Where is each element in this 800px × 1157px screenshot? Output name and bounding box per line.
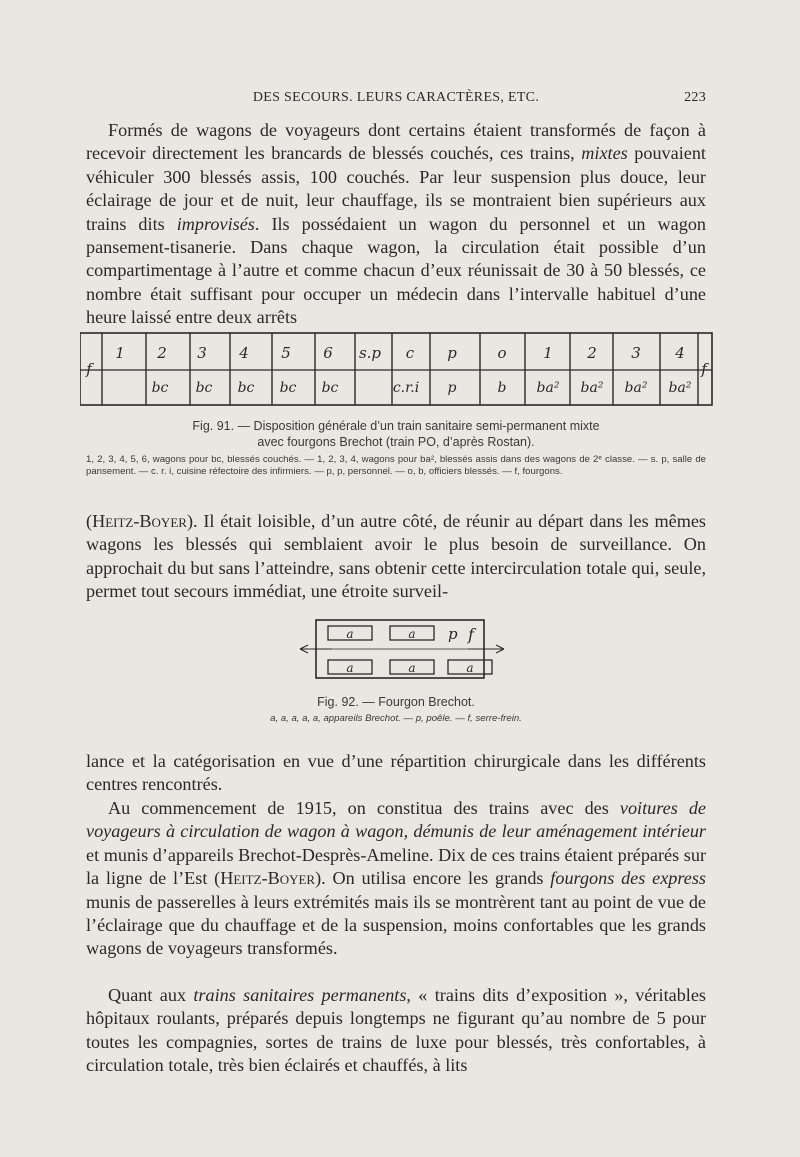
wagon-label: 4 [239,344,249,362]
compartment-label: bc [321,380,339,396]
figure-92-wagon-diagram [298,612,508,687]
stove-label: p [448,625,458,643]
italic-term: trains sanitaires permanents [193,985,407,1005]
stretcher-label: a [408,627,416,641]
author-name: Heitz-Boyer [220,868,316,889]
text-run: ( [86,511,93,531]
wagon-label: s.p [358,344,382,362]
figure-92-legend: a, a, a, a, a, appareils Brechot. — p, poêle. — f, serre-frein. [270,713,522,724]
compartment-label: p [447,380,457,396]
text-run: ). On utilisa encore les grands [315,868,551,889]
stretcher-label: a [466,661,474,675]
stretcher-label: a [346,661,354,675]
italic-term: fourgons des express [550,868,706,889]
text-run: lance et la catégorisation en vue d’une répartition chirurgicale dans les différents centres rencontrés. [86,751,706,795]
text-run: munis de passerelles à leurs extrémités mais ils se montrèrent tant au point de vue de l’éclairage que du chauffage et de la suspension, moins confortables que les grands wagons de voyageurs transformés. [86,891,706,959]
compartment-label: b [497,380,507,396]
wagon-label: 6 [323,344,333,362]
brake-label: f [468,625,474,644]
wagon-label: 5 [281,344,291,362]
compartment-label: bc [195,380,213,396]
running-header [86,90,706,110]
text-run: . Ils possédaient un wagon du personnel et un wagon pansement-tisanerie. Dans chaque wagon, la circulation était possible d’un compartimentage à l’autre et comme chacun d’eux réunissait de 30 à 50 blessés, ce nombre était suffisant pour occuper un médecin dans l’intervalle habituel d’une heure laissé entre deux arrêts [86,213,707,328]
wagon-label: o [497,344,507,362]
text-run: Formés de wagons de voyageurs dont certains étaient transformés de façon à recevoir directement les brancards de blessés couchés, ces trains, [86,120,706,164]
compartment-label: bc [279,380,297,396]
wagon-label: 1 [543,344,553,362]
compartment-label: ba² [624,380,648,396]
author-name: Heitz-Boyer [92,511,187,531]
wagon-label: 2 [157,344,167,362]
text-run: Au commencement de 1915, on constitua des trains avec des [108,798,620,818]
paragraph-1915-trains [86,797,706,961]
compartment-label: ba² [668,380,692,396]
text-run: , « trains dits d’exposition », véritables hôpitaux roulants, préparés depuis longtemps ne figurant qu’au nombre de 5 pour toutes les compagnies, sortes de trains de luxe pour blessés, très confortables, à circulation totale, très bien éclairés et chauffés, à lits [86,985,706,1076]
text-run: pouvaient véhiculer 300 blessés assis, 100 couchés. Par leur suspension plus douce, leur éclairage de jour et de nuit, leur chauffage, ils se montraient bien supérieurs aux trains dits [86,143,706,234]
page-number: 223 [684,90,706,105]
wagon-label: p [447,344,457,362]
stretcher-label: a [346,627,354,641]
figure-91-caption [86,418,706,450]
caption-line: Fig. 91. — Disposition générale d’un train sanitaire semi-permanent mixte [192,419,600,433]
text-run: ). Il était loisible, d’un autre côté, de réunir au départ dans les mêmes wagons les blessés qui semblaient avoir le plus besoin de surveillance. On approchait du but sans l’atteindre, sans obtenir cette intercirculation totale qui, seule, permet tout secours immédiat, une étroite surveil- [86,511,706,602]
text-run: et munis d’appareils Brechot-Desprès-Ameline. Dix de ces trains étaient préparés sur la ligne de l’Est ( [86,844,706,889]
wagon-label: c [405,344,415,362]
figure-91-legend: 1, 2, 3, 4, 5, 6, wagons pour bc, blessés couchés. — 1, 2, 3, 4, wagons pour ba², blessés assis dans des wagons de 2ᵉ classe. — s. p, salle de pansement. — c. r. i, cuisine réfectoire des infirmiers. — p, p, personnel. — o, b, officiers blessés. — f, fourgons. [86,454,706,477]
compartment-label: bc [237,380,255,396]
paragraph-categorisation [86,750,706,797]
paragraph-continuation [86,510,706,604]
wagon-label: 3 [631,344,641,362]
compartment-label: ba² [536,380,560,396]
italic-term: voitures de voyageurs à circulation de wagon à wagon, démunis de leur aménagement intérieur [86,798,706,842]
compartment-label: c.r.i [392,380,420,396]
paragraph-mixed-trains [86,119,706,330]
wagon-label: 4 [675,344,685,362]
wagon-label: 2 [587,344,597,362]
wagon-label: 1 [115,344,125,362]
header-title: DES SECOURS. LEURS CARACTÈRES, ETC. [252,90,540,105]
stretcher-label: a [408,661,416,675]
paragraph-permanent-trains [86,984,706,1078]
wagon-label: 3 [197,344,207,362]
wagon-label: f [701,360,707,378]
text-run: Quant aux [108,985,194,1005]
figure-91-train-diagram [80,330,715,410]
wagon-label: f [86,360,92,378]
compartment-label: ba² [580,380,604,396]
italic-term: improvisés [176,213,255,234]
caption-line: avec fourgons Brechot (train PO, d’après Rostan). [257,435,535,449]
compartment-label: bc [151,380,169,396]
italic-term: mixtes [581,143,628,164]
figure-92-caption: Fig. 92. — Fourgon Brechot. [317,695,475,709]
